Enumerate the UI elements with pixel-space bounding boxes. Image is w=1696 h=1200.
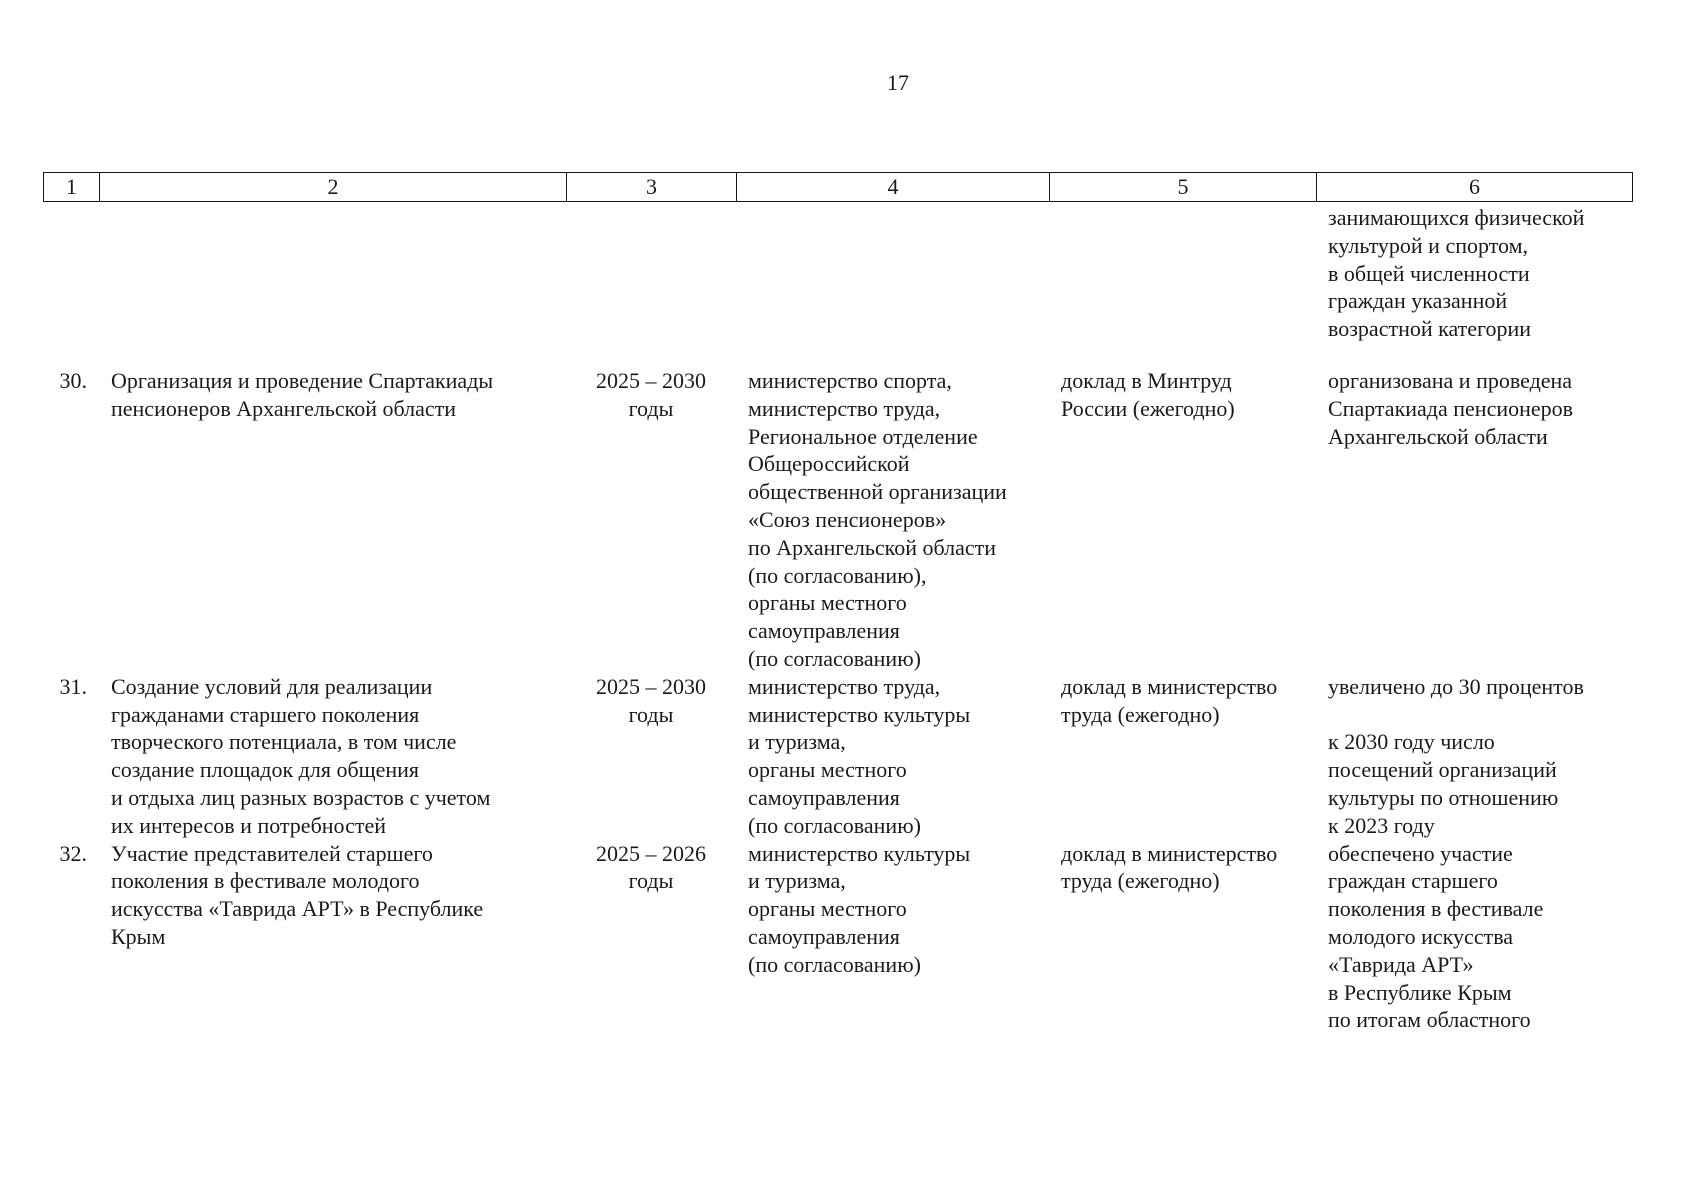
executor-line: органы местного (748, 896, 907, 922)
executors-cell (736, 840, 1049, 1035)
report-line: труда (ежегодно) (1061, 701, 1220, 727)
page-number: 17 (887, 70, 909, 95)
row-number: 32. (59, 840, 87, 866)
result-line: в Республике Крым (1328, 979, 1512, 1005)
result-line: посещений организаций (1328, 757, 1557, 783)
activity-line: Организация и проведение Спартакиады (111, 367, 494, 393)
result-cell (1316, 840, 1632, 1035)
report-line: доклад в Минтруд (1061, 367, 1232, 393)
activity-line: искусства «Таврида АРТ» в Республике (111, 896, 484, 922)
activity-line: поколения в фестивале молодого (111, 868, 420, 894)
executor-line: органы местного (748, 757, 907, 783)
column-number-3: 3 (567, 173, 737, 202)
result-line: увеличено до 30 процентов (1328, 673, 1584, 699)
activity-line: Участие представителей старшего (111, 840, 433, 866)
result-line: граждан указанной (1328, 288, 1508, 314)
result-line: поколения в фестивале (1328, 896, 1544, 922)
result-blank-line (1328, 701, 1624, 729)
period-line: 2025 – 2026 (596, 840, 706, 866)
executor-line: органы местного (748, 590, 907, 616)
column-number-6: 6 (1317, 173, 1633, 202)
column-number-1: 1 (44, 173, 100, 202)
activity-line: их интересов и потребностей (111, 812, 386, 838)
executor-line: министерство труда, (748, 673, 941, 699)
activities-table (43, 204, 1632, 1034)
executors-cell (736, 367, 1049, 673)
result-cell (1316, 673, 1632, 840)
executor-line: и туризма, (748, 729, 846, 755)
activity-line: создание площадок для общения (111, 757, 420, 783)
period-line: 2025 – 2030 (596, 367, 706, 393)
activity-line: творческого потенциала, в том числе (111, 729, 457, 755)
result-line: к 2023 году (1328, 812, 1435, 838)
result-line: в общей численности (1328, 260, 1530, 286)
table-row (43, 673, 1632, 840)
result-line: «Таврида АРТ» (1328, 951, 1474, 977)
column-number-5: 5 (1050, 173, 1317, 202)
activity-cell (99, 840, 566, 1035)
executor-line: «Союз пенсионеров» (748, 506, 947, 532)
activity-line: пенсионеров Архангельской области (111, 395, 457, 421)
report-line: доклад в министерство (1061, 673, 1278, 699)
result-line: культурой и спортом, (1328, 232, 1529, 258)
result-line: возрастной категории (1328, 316, 1532, 342)
activity-line: гражданами старшего поколения (111, 701, 420, 727)
executor-line: самоуправления (748, 618, 900, 644)
activity-cell (99, 673, 566, 840)
executor-line: (по согласованию) (748, 645, 921, 671)
report-line: России (ежегодно) (1061, 395, 1235, 421)
period-line: годы (628, 868, 674, 894)
activity-line: и отдыха лиц разных возрастов с учетом (111, 784, 491, 810)
activity-line: Крым (111, 923, 166, 949)
row-number: 31. (59, 673, 87, 699)
result-cell (1316, 367, 1632, 673)
result-line: занимающихся физической (1328, 205, 1585, 230)
result-line: молодого искусства (1328, 923, 1514, 949)
result-cell (1316, 204, 1632, 367)
result-line: культуры по отношению (1328, 784, 1559, 810)
result-line: обеспечено участие (1328, 840, 1513, 866)
result-line: граждан старшего (1328, 868, 1498, 894)
activity-cell (99, 367, 566, 673)
report-line: труда (ежегодно) (1061, 868, 1220, 894)
executor-line: министерство культуры (748, 701, 971, 727)
report-cell (1049, 367, 1316, 673)
activity-line: Создание условий для реализации (111, 673, 433, 699)
period-line: годы (628, 395, 674, 421)
period-cell (566, 673, 736, 840)
table-row-continuation (43, 204, 1632, 367)
result-line: к 2030 году число (1328, 729, 1495, 755)
executor-line: (по согласованию), (748, 562, 927, 588)
executor-line: (по согласованию) (748, 812, 921, 838)
report-line: доклад в министерство (1061, 840, 1278, 866)
executor-line: и туризма, (748, 868, 846, 894)
executor-line: по Архангельской области (748, 534, 997, 560)
period-line: 2025 – 2030 (596, 673, 706, 699)
row-number: 30. (59, 367, 87, 393)
report-cell (1049, 840, 1316, 1035)
executor-line: самоуправления (748, 784, 900, 810)
executor-line: Общероссийской (748, 451, 910, 477)
result-line: по итогам областного (1328, 1007, 1531, 1033)
period-line: годы (628, 701, 674, 727)
table-row (43, 367, 1632, 673)
executor-line: министерство культуры (748, 840, 971, 866)
executor-line: министерство спорта, (748, 367, 952, 393)
report-cell (1049, 673, 1316, 840)
table-row (43, 840, 1632, 1035)
executors-cell (736, 673, 1049, 840)
column-number-4: 4 (737, 173, 1050, 202)
period-cell (566, 840, 736, 1035)
result-line: организована и проведена (1328, 367, 1573, 393)
column-number-2: 2 (100, 173, 567, 202)
result-line: Архангельской области (1328, 423, 1548, 449)
executor-line: (по согласованию) (748, 951, 921, 977)
period-cell (566, 367, 736, 673)
executor-line: министерство труда, (748, 395, 941, 421)
executor-line: самоуправления (748, 923, 900, 949)
column-number-header (43, 172, 1633, 202)
executor-line: Региональное отделение (748, 423, 978, 449)
result-line: Спартакиада пенсионеров (1328, 395, 1574, 421)
executor-line: общественной организации (748, 479, 1007, 505)
